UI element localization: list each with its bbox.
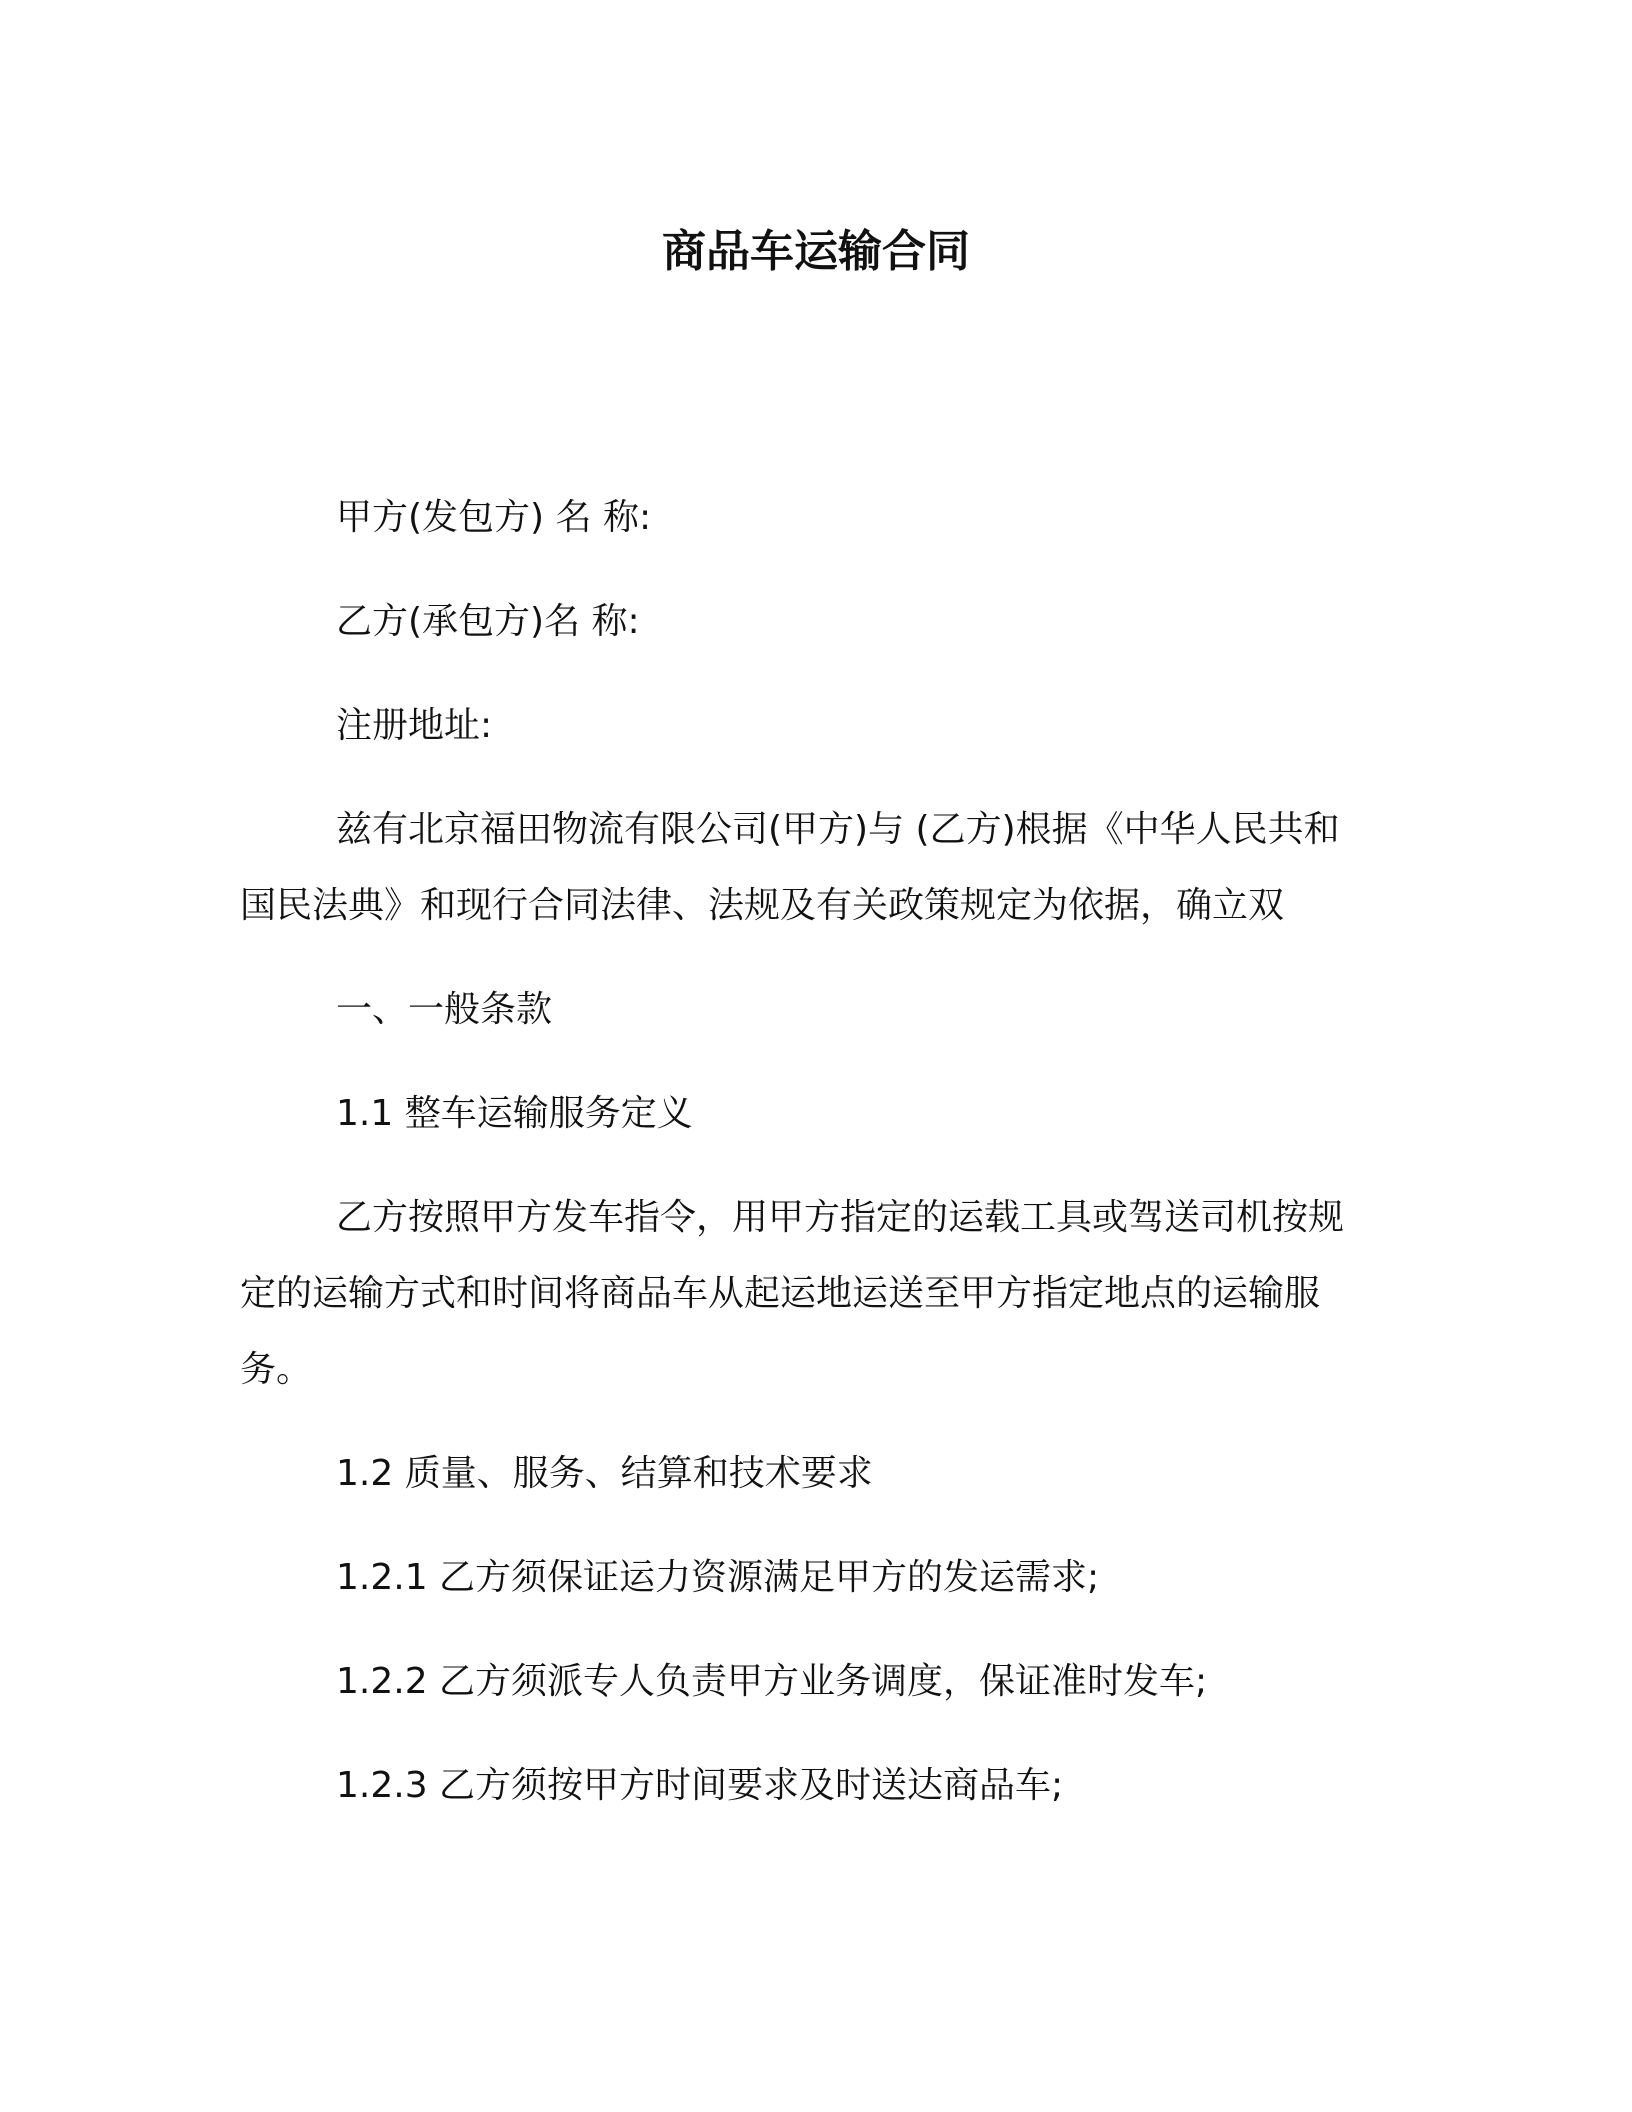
section-1-heading: 一、一般条款 <box>336 989 553 1030</box>
clause-1-1-body-line-2: 定的运输方式和时间将商品车从起运地运送至甲方指定地点的运输服 <box>240 1273 1321 1314</box>
clause-1-1-heading: 1.1 整车运输服务定义 <box>336 1093 693 1134</box>
clause-1-2-heading: 1.2 质量、服务、结算和技术要求 <box>336 1453 873 1494</box>
clause-1-2-1: 1.2.1 乙方须保证运力资源满足甲方的发运需求; <box>336 1557 1100 1598</box>
clause-1-1-body-line-1: 乙方按照甲方发车指令，用甲方指定的运载工具或驾送司机按规 <box>336 1197 1345 1238</box>
clause-1-1-body-line-3: 务。 <box>240 1349 313 1390</box>
clause-1-2-2: 1.2.2 乙方须派专人负责甲方业务调度，保证准时发车; <box>336 1661 1208 1702</box>
document-title: 商品车运输合同 <box>662 226 970 277</box>
registered-address-label: 注册地址: <box>336 705 493 746</box>
party-b-name-label: 乙方(承包方)名 称: <box>336 601 640 642</box>
intro-paragraph-line-2: 国民法典》和现行合同法律、法规及有关政策规定为依据，确立双 <box>240 885 1285 926</box>
clause-1-2-3: 1.2.3 乙方须按甲方时间要求及时送达商品车; <box>336 1765 1064 1806</box>
party-a-name-label: 甲方(发包方) 名 称: <box>336 497 652 538</box>
intro-paragraph-line-1: 兹有北京福田物流有限公司(甲方)与 (乙方)根据《中华人民共和 <box>336 809 1340 850</box>
